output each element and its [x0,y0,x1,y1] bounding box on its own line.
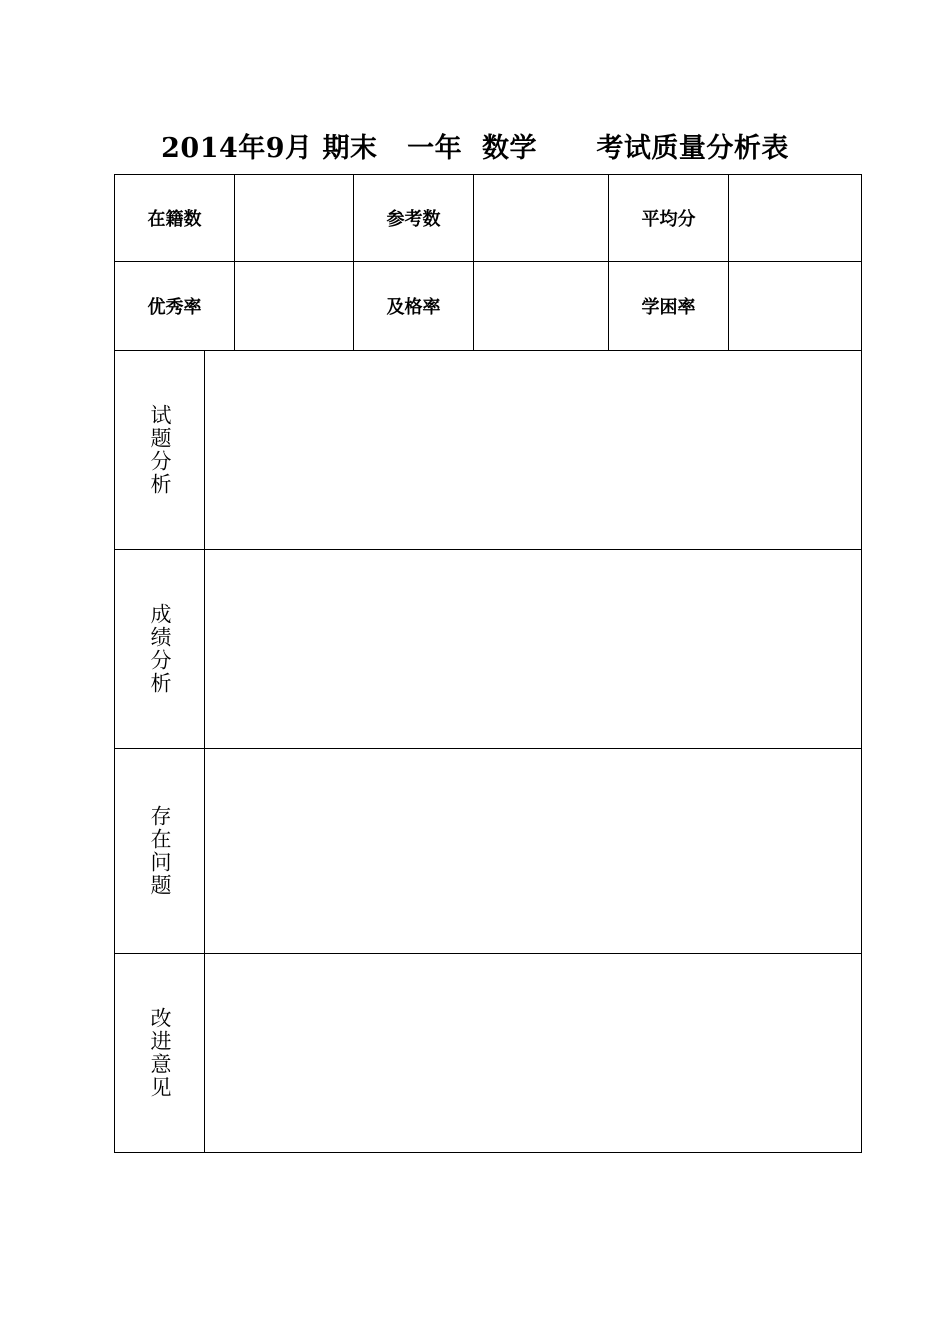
existing-problems-field[interactable] [205,749,861,953]
existing-problems-label-text: 存在问题 [148,805,172,897]
score-analysis-label-text: 成绩分析 [148,603,172,695]
pass-rate-field[interactable] [474,262,608,350]
average-score-label: 平均分 [641,209,696,230]
participants-count-field[interactable] [474,175,608,261]
question-analysis-field[interactable] [205,351,861,549]
pass-rate-label: 及格率 [386,297,441,318]
participants-count-label: 参考数 [386,209,441,230]
score-analysis-field[interactable] [205,550,861,748]
existing-problems-label [115,749,204,953]
improvement-suggestions-label [115,954,204,1152]
question-analysis-label [115,351,204,549]
improvement-suggestions-field[interactable] [205,954,861,1152]
excellent-rate-field[interactable] [235,262,353,350]
struggling-rate-field[interactable] [729,262,861,350]
page-title: 2014年9月 期末 一年 数学 考试质量分析表 [161,133,789,164]
improvement-suggestions-label-text: 改进意见 [148,1007,172,1099]
enrolled-count-field[interactable] [235,175,353,261]
excellent-rate-label: 优秀率 [147,297,202,318]
enrolled-count-label: 在籍数 [147,209,202,230]
question-analysis-label-text: 试题分析 [148,404,172,496]
struggling-rate-label: 学困率 [641,297,696,318]
score-analysis-label [115,550,204,748]
average-score-field[interactable] [729,175,861,261]
